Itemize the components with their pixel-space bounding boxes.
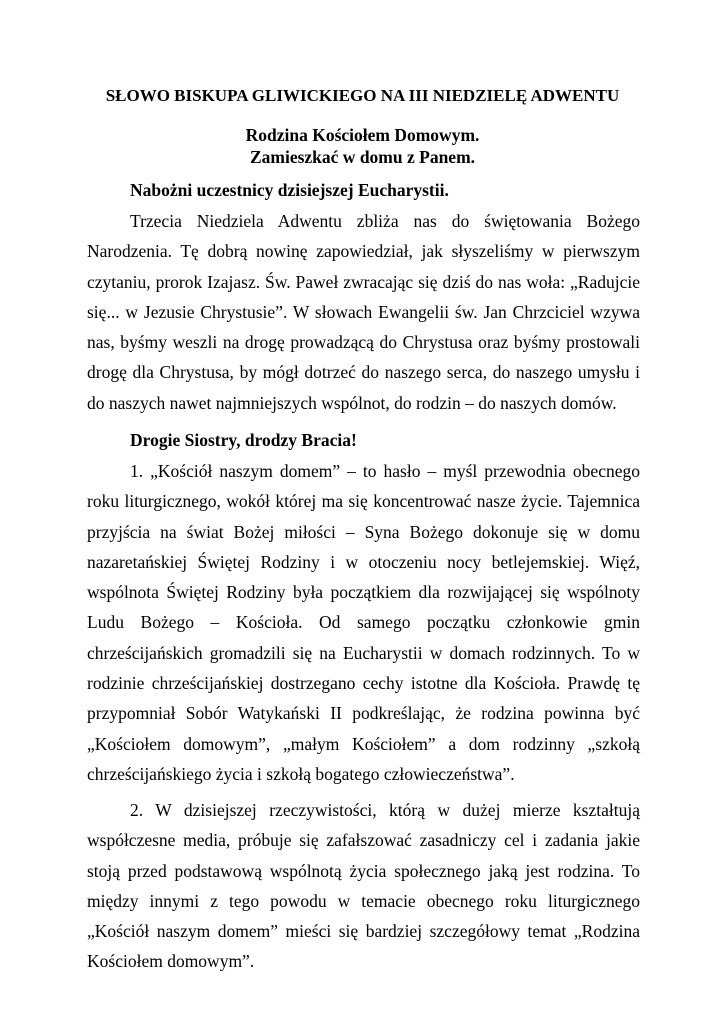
greeting-2: Drogie Siostry, drodzy Bracia!: [130, 430, 357, 450]
paragraph-3: 2. W dzisiejszej rzeczywistości, którą w dużej mierze kształtują współczesne media, próbuje się zafałszować zasadniczy cel i zadania jakie stoją przed podstawową wspólnotą życia społecznego jaką jest rodzina. To między innymi z tego powodu w temacie obecnego roku liturgicznego „Kościół naszym domem” mieści się bardziej szczegółowy temat „Rodzina Kościołem domowym”.: [87, 800, 640, 972]
greeting-1: Nabożni uczestnicy dzisiejszej Eucharystii.: [130, 180, 449, 200]
paragraph-1: Trzecia Niedziela Adwentu zbliża nas do świętowania Bożego Narodzenia. Tę dobrą nowinę zapowiedział, jak słyszeliśmy w pierwszym czytaniu, prorok Izajasz. Św. Paweł zwracając się dziś do nas woła: „Radujcie się... w Jezusie Chrystusie”. W słowach Ewangelii św. Jan Chrzciciel wzywa nas, byśmy weszli na drogę prowadzącą do Chrystusa oraz byśmy prostowali drogę dla Chrystusa, by mógł dotrzeć do naszego serca, do naszego umysłu i do naszych nawet najmniejszych wspólnot, do rodzin – do naszych domów.: [87, 211, 640, 413]
subtitle-line-1: Rodzina Kościołem Domowym.: [245, 125, 480, 145]
document-subtitle: [0, 124, 725, 168]
subtitle-line-2: Zamieszkać w domu z Panem.: [249, 147, 476, 167]
document-title: SŁOWO BISKUPA GLIWICKIEGO NA III NIEDZIELĘ ADWENTU: [105, 86, 620, 105]
paragraph-2: 1. „Kościół naszym domem” – to hasło – myśl przewodnia obecnego roku liturgicznego, wokół której ma się koncentrować nasze życie. Tajemnica przyjścia na świat Bożej miłości – Syna Bożego dokonuje się w domu nazaretańskiej Świętej Rodziny i w otoczeniu nocy betlejemskiej. Więź, wspólnota Świętej Rodziny była początkiem dla rozwijającej się wspólnoty Ludu Bożego – Kościoła. Od samego początku członkowie gmin chrześcijańskich gromadzili się na Eucharystii w domach rodzinnych. To w rodzinie chrześcijańskiej dostrzegano cechy istotne dla Kościoła. Prawdę tę przypomniał Sobór Watykański II podkreślając, że rodzina powinna być „Kościołem domowym”, „małym Kościołem” a dom rodzinny „szkołą chrześcijańskiego życia i szkołą bogatego człowieczeństwa”.: [87, 461, 640, 784]
